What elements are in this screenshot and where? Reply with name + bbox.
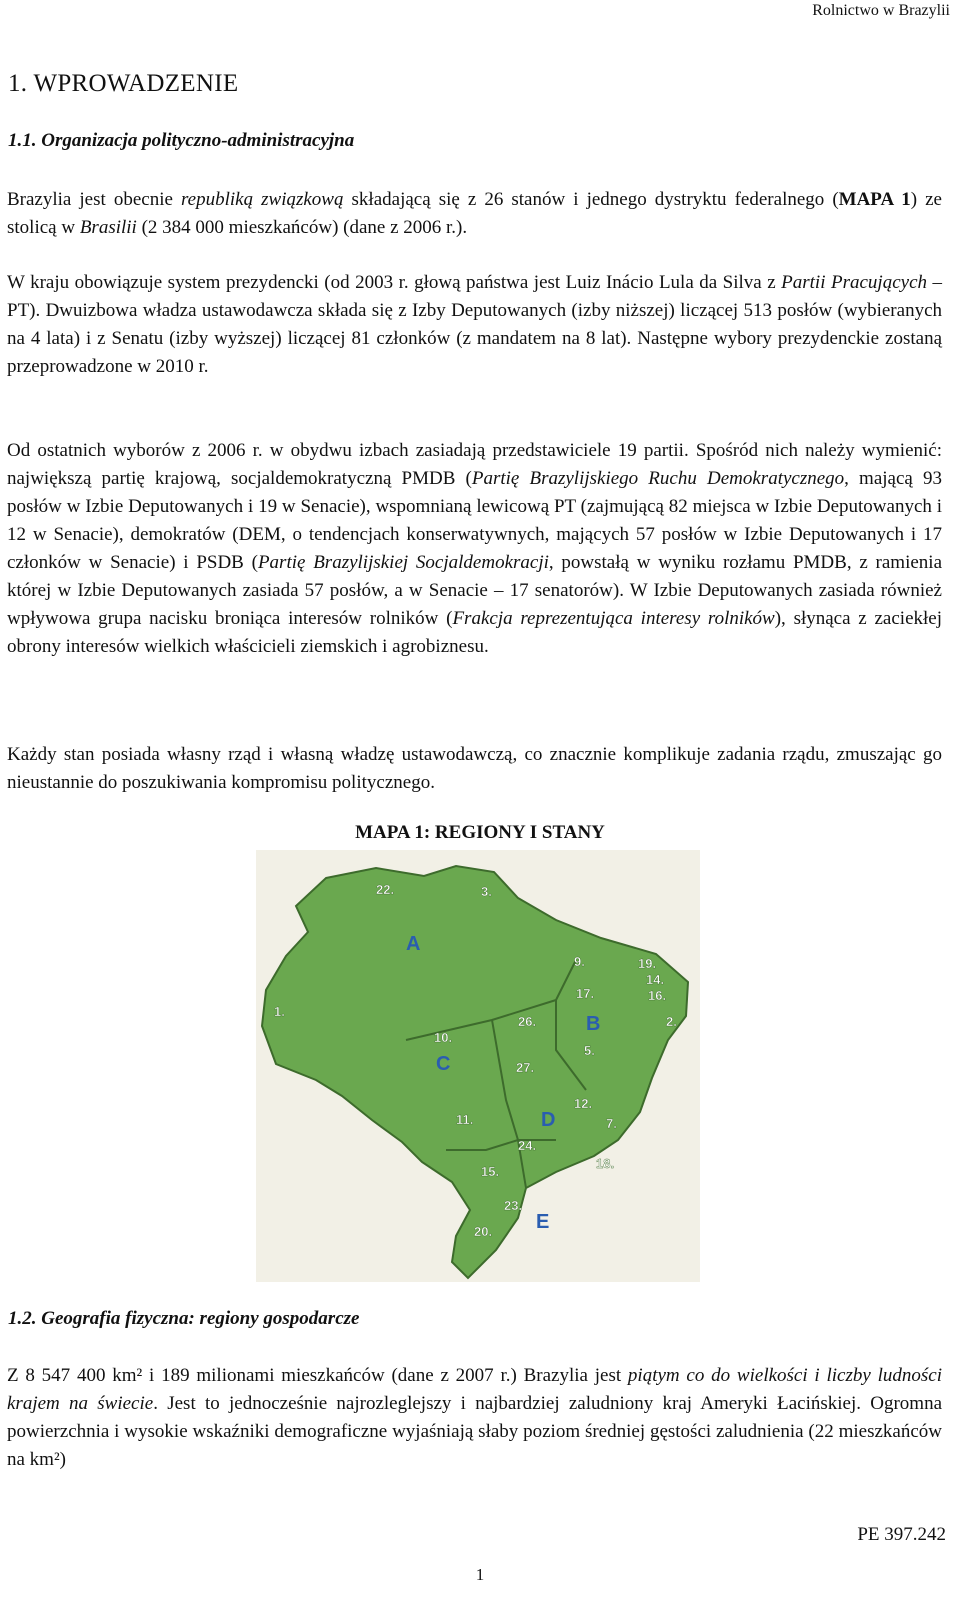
map-svg	[256, 850, 700, 1282]
map-region-label: D	[541, 1109, 556, 1131]
paragraph-political-parties	[7, 437, 942, 661]
map-region-label: E	[536, 1211, 550, 1233]
map-state-label: 20.	[474, 1224, 493, 1239]
text-run: – PT). Dwuizbowa władza ustawodawcza składa się z Izby Deputowanych (izby niższej) liczącej 513 posłów (wybieranych na 4 lata) i z Senatu (izby wyższej) liczącej 81 członków (z mandatem na 8 lat). Następne wybory prezydenckie zostaną przeprowadzone w 2010 r.	[7, 272, 942, 377]
map-state-label: 11.	[456, 1112, 474, 1127]
text-run: Brazylia jest obecnie	[7, 189, 181, 210]
text-run: Partii Pracujących	[781, 272, 927, 293]
text-run: Frakcja reprezentująca interesy rolników	[452, 608, 775, 629]
map-state-label: 5.	[584, 1043, 595, 1058]
map-state-label: 10.	[434, 1030, 453, 1045]
paragraph-presidential-system	[7, 269, 942, 381]
map-state-label: 2.	[666, 1014, 677, 1029]
subsection-heading-physical-geography: 1.2. Geografia fizyczna: regiony gospodarcze	[8, 1308, 360, 1329]
map-region-label: C	[436, 1053, 451, 1075]
map-state-label: 17.	[576, 986, 595, 1001]
map-caption: MAPA 1: REGIONY I STANY	[355, 822, 605, 843]
text-run: piątym co do wielkości i liczby ludności krajem na świecie	[7, 1365, 942, 1414]
map-state-label: 24.	[518, 1138, 537, 1153]
map-state-label: 12.	[574, 1096, 593, 1111]
map-state-label: 27.	[516, 1060, 535, 1075]
map-state-label: 18.	[596, 1156, 615, 1171]
text-run: , powstałą w wyniku rozłamu PMDB, z ramienia której w Izbie Deputowanych zasiada 57 posłów, a w Senacie – 17 senatorów). W Izbie Deputowanych zasiada również wpływowa grupa nacisku broniąca interesów rolników (	[7, 552, 942, 629]
map-state-label: 26.	[518, 1014, 537, 1029]
section-heading-introduction: 1. WPROWADZENIE	[8, 70, 239, 97]
text-run: Partię Brazylijskiego Ruchu Demokratycznego	[471, 468, 845, 489]
map-region-label: A	[406, 933, 421, 955]
map-state-label: 22.	[376, 882, 395, 897]
map-state-label: 9.	[574, 954, 585, 969]
text-run: , mającą 93 posłów w Izbie Deputowanych i 19 w Senacie), wspomnianą lewicową PT (zajmującą 82 miejsca w Izbie Deputowanych i 12 w Senacie), demokratów (DEM, o tendencjach konserwatywnych, mających 57 posłów w Izbie Deputowanych i 17 członków w Senacie) i PSDB (	[7, 468, 942, 573]
text-run: . Jest to jednocześnie najrozleglejszy i najbardziej zaludniony kraj Ameryki Łacińskiej. Ogromna powierzchnia i wysokie wskaźniki demograficzne wyjaśniają słaby poziom średniej gęstości zaludnienia (22 mieszkańców na km²)	[7, 1393, 942, 1470]
text-run: ), słynąca z zaciekłej obrony interesów wielkich właścicieli ziemskich i agrobiznesu.	[7, 608, 943, 657]
document-code: PE 397.242	[857, 1524, 946, 1545]
text-run: Partię Brazylijskiej Socjaldemokracji	[257, 552, 549, 573]
map-state-label: 16.	[648, 988, 667, 1003]
text-run: Z 8 547 400 km² i 189 milionami mieszkańców (dane z 2007 r.) Brazylia jest	[7, 1365, 628, 1386]
brazil-landmass	[262, 866, 688, 1278]
text-run: W kraju obowiązuje system prezydencki (od 2003 r. głową państwa jest Luiz Inácio Lula da Silva z	[7, 272, 782, 293]
map-state-label: 19.	[638, 956, 657, 971]
paragraph-state-governments	[7, 741, 942, 797]
text-run: Każdy stan posiada własny rząd i własną władzę ustawodawczą, co znacznie komplikuje zadania rządu, zmuszając go nieustannie do poszukiwania kompromisu politycznego.	[7, 744, 942, 793]
text-run: Od ostatnich wyborów z 2006 r. w obydwu izbach zasiadają przedstawiciele 19 partii. Spośród nich należy wymienić: największą partię krajową, socjaldemokratyczną PMDB (	[7, 440, 942, 489]
text-run: Brasilii	[79, 217, 137, 238]
map-brazil-regions	[256, 850, 700, 1282]
map-state-label: 23.	[504, 1198, 523, 1213]
map-state-label: 1.	[274, 1004, 285, 1019]
text-run: ) ze stolicą w	[7, 189, 942, 238]
page-number: 1	[475, 1565, 485, 1584]
subsection-heading-political-organization: 1.1. Organizacja polityczno-administracyjna	[8, 130, 355, 151]
map-region-label: B	[586, 1013, 601, 1035]
text-run: (2 384 000 mieszkańców) (dane z 2006 r.).	[136, 217, 468, 238]
paragraph-federal-republic	[7, 186, 942, 242]
map-state-label: 7.	[606, 1116, 617, 1131]
running-header: Rolnictwo w Brazylii	[812, 2, 950, 19]
text-run: republiką związkową	[180, 189, 344, 210]
map-state-label: 14.	[646, 972, 665, 987]
map-state-label: 15.	[481, 1164, 500, 1179]
text-run: składającą się z 26 stanów i jednego dystryktu federalnego (	[343, 189, 839, 210]
paragraph-area-population	[7, 1362, 942, 1474]
map-state-label: 3.	[481, 884, 492, 899]
text-run: MAPA 1	[838, 189, 911, 210]
